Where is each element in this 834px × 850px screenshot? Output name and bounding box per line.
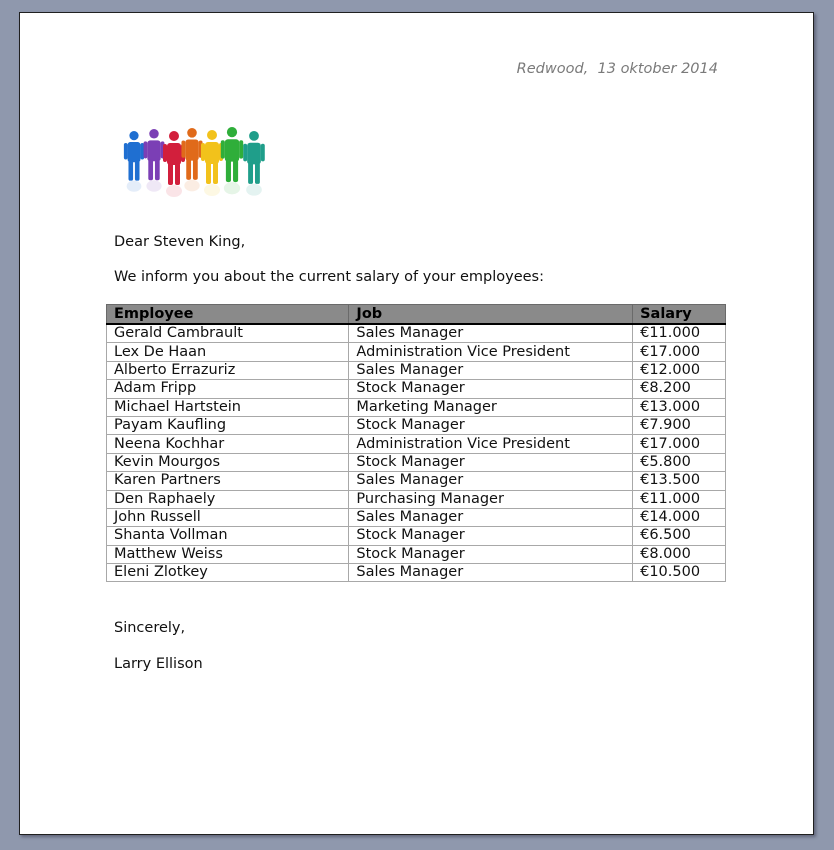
person-figure-icon bbox=[221, 127, 243, 194]
cell-employee: Neena Kochhar bbox=[107, 435, 349, 453]
person-figure-icon bbox=[163, 131, 185, 197]
table-row bbox=[107, 398, 726, 416]
cell-job: Sales Manager bbox=[349, 324, 633, 343]
cell-salary: €7.900 bbox=[633, 416, 726, 434]
table-row bbox=[107, 324, 726, 343]
cell-employee: Payam Kaufling bbox=[107, 416, 349, 434]
people-group-icon bbox=[122, 125, 272, 209]
cell-employee: Lex De Haan bbox=[107, 343, 349, 361]
cell-employee: Gerald Cambrault bbox=[107, 324, 349, 343]
table-row bbox=[107, 545, 726, 563]
table-row bbox=[107, 343, 726, 361]
cell-job: Sales Manager bbox=[349, 361, 633, 379]
cell-salary: €10.500 bbox=[633, 564, 726, 582]
table-row bbox=[107, 453, 726, 471]
cell-salary: €6.500 bbox=[633, 527, 726, 545]
cell-job: Marketing Manager bbox=[349, 398, 633, 416]
cell-employee: Den Raphaely bbox=[107, 490, 349, 508]
cell-job: Administration Vice President bbox=[349, 343, 633, 361]
table-header-row bbox=[107, 305, 726, 325]
person-figure-icon bbox=[201, 130, 223, 196]
table-row bbox=[107, 508, 726, 526]
header-job: Job bbox=[349, 305, 633, 325]
cell-salary: €5.800 bbox=[633, 453, 726, 471]
cell-employee: Adam Fripp bbox=[107, 380, 349, 398]
cell-job: Administration Vice President bbox=[349, 435, 633, 453]
cell-salary: €13.000 bbox=[633, 398, 726, 416]
letter-date: Redwood, 13 oktober 2014 bbox=[516, 61, 718, 77]
cell-job: Sales Manager bbox=[349, 472, 633, 490]
cell-job: Stock Manager bbox=[349, 545, 633, 563]
cell-employee: Michael Hartstein bbox=[107, 398, 349, 416]
table-row bbox=[107, 380, 726, 398]
cell-employee: Matthew Weiss bbox=[107, 545, 349, 563]
table-row bbox=[107, 416, 726, 434]
table-row bbox=[107, 435, 726, 453]
cell-salary: €11.000 bbox=[633, 490, 726, 508]
cell-job: Sales Manager bbox=[349, 564, 633, 582]
header-employee: Employee bbox=[107, 305, 349, 325]
cell-employee: Eleni Zlotkey bbox=[107, 564, 349, 582]
cell-salary: €11.000 bbox=[633, 324, 726, 343]
cell-job: Stock Manager bbox=[349, 416, 633, 434]
cell-salary: €8.000 bbox=[633, 545, 726, 563]
table-row bbox=[107, 564, 726, 582]
greeting: Dear Steven King, bbox=[114, 234, 246, 250]
header-salary: Salary bbox=[633, 305, 726, 325]
table-row bbox=[107, 527, 726, 545]
cell-job: Stock Manager bbox=[349, 527, 633, 545]
cell-salary: €14.000 bbox=[633, 508, 726, 526]
intro-text: We inform you about the current salary of your employees: bbox=[114, 269, 544, 285]
cell-salary: €13.500 bbox=[633, 472, 726, 490]
cell-salary: €17.000 bbox=[633, 435, 726, 453]
person-figure-icon bbox=[124, 131, 144, 192]
cell-employee: Kevin Mourgos bbox=[107, 453, 349, 471]
cell-job: Sales Manager bbox=[349, 508, 633, 526]
table-row bbox=[107, 361, 726, 379]
closing: Sincerely, bbox=[114, 620, 186, 636]
cell-job: Stock Manager bbox=[349, 380, 633, 398]
cell-employee: Shanta Vollman bbox=[107, 527, 349, 545]
table-row bbox=[107, 472, 726, 490]
cell-salary: €12.000 bbox=[633, 361, 726, 379]
cell-job: Purchasing Manager bbox=[349, 490, 633, 508]
signature: Larry Ellison bbox=[114, 656, 203, 672]
letter-page bbox=[19, 12, 814, 835]
cell-salary: €8.200 bbox=[633, 380, 726, 398]
person-figure-icon bbox=[243, 131, 265, 196]
cell-job: Stock Manager bbox=[349, 453, 633, 471]
table-row bbox=[107, 490, 726, 508]
cell-employee: Alberto Errazuriz bbox=[107, 361, 349, 379]
salary-table bbox=[106, 304, 726, 582]
cell-employee: Karen Partners bbox=[107, 472, 349, 490]
cell-employee: John Russell bbox=[107, 508, 349, 526]
person-figure-icon bbox=[144, 129, 165, 192]
cell-salary: €17.000 bbox=[633, 343, 726, 361]
